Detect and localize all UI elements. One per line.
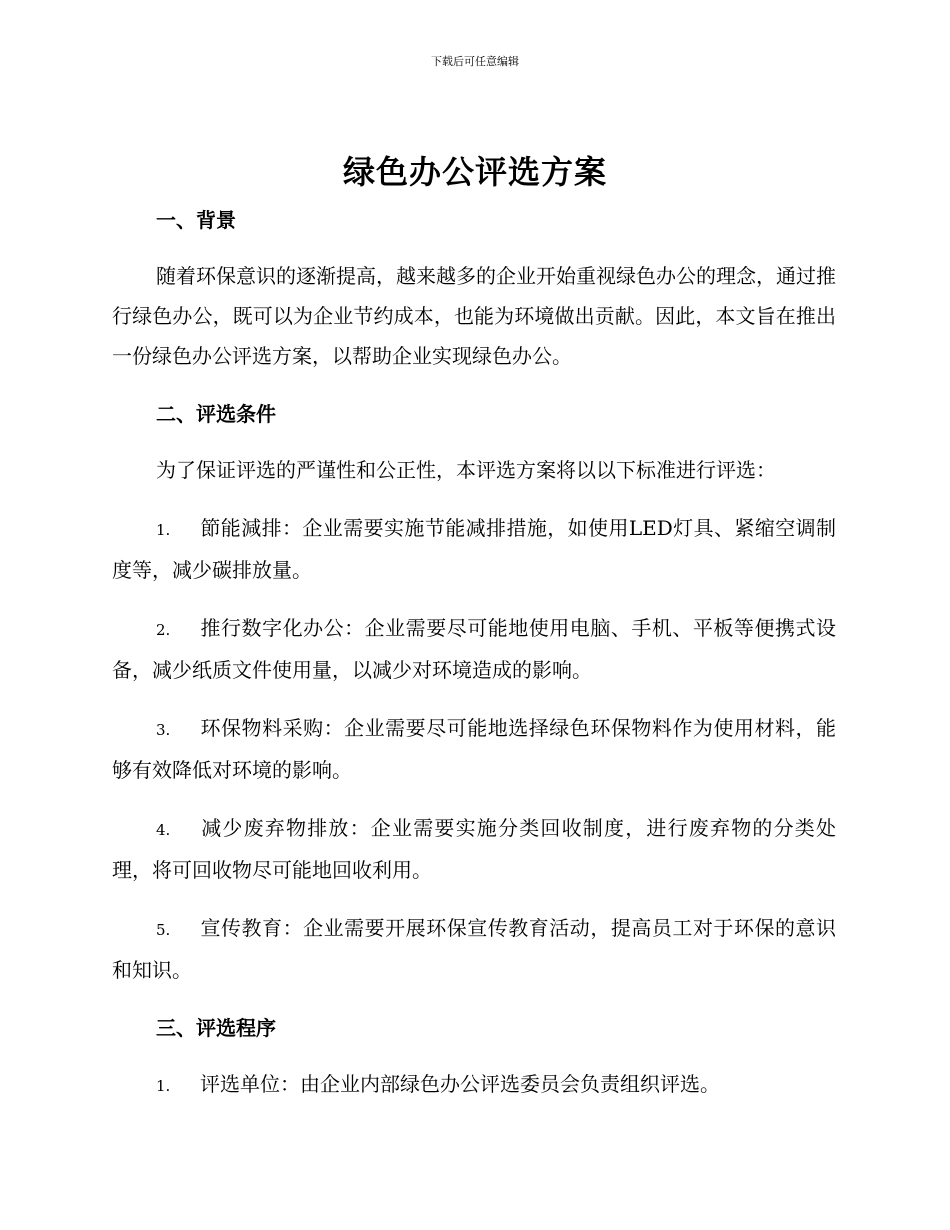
list-text: 环保物料采购：企业需要尽可能地选择绿色环保物料作为使用材料，能够有效降低对环境的影响。 (112, 716, 836, 782)
list-number: 3. (156, 721, 171, 739)
criteria-item-1 (112, 508, 836, 590)
section-heading-criteria: 二、评选条件 (156, 402, 276, 426)
list-number: 2. (156, 621, 171, 639)
criteria-intro: 为了保证评选的严谨性和公正性，本评选方案将以以下标准进行评选： (156, 458, 776, 482)
section-heading-background: 一、背景 (156, 208, 236, 232)
criteria-item-4 (112, 808, 836, 890)
criteria-item-3 (112, 708, 836, 790)
document-body (112, 200, 836, 1106)
list-number: 5. (156, 921, 171, 939)
background-paragraph: 随着环保意识的逐渐提高，越来越多的企业开始重视绿色办公的理念，通过推行绿色办公，既可以为企业节约成本，也能为环境做出贡献。因此，本文旨在推出一份绿色办公评选方案，以帮助企业实现绿色办公。 (112, 264, 836, 368)
list-number: 1. (156, 521, 171, 539)
criteria-item-5 (112, 908, 836, 990)
list-text: 减少废弃物排放：企业需要实施分类回收制度，进行废弃物的分类处理，将可回收物尽可能地回收利用。 (112, 816, 836, 882)
list-text: 评选单位：由企业内部绿色办公评选委员会负责组织评选。 (200, 1072, 720, 1096)
section-heading-procedure: 三、评选程序 (156, 1016, 276, 1040)
list-number: 4. (156, 821, 171, 839)
list-text: 推行数字化办公：企业需要尽可能地使用电脑、手机、平板等便携式设备，减少纸质文件使用量，以减少对环境造成的影响。 (112, 616, 836, 682)
procedure-item-1 (112, 1064, 836, 1106)
list-text: 節能減排：企业需要实施节能减排措施，如使用LED灯具、紧缩空调制度等，减少碳排放量。 (112, 516, 836, 582)
document-title: 绿色办公评选方案 (342, 153, 607, 191)
page-header-note: 下载后可任意编辑 (431, 55, 519, 68)
list-number: 1. (156, 1077, 171, 1095)
criteria-item-2 (112, 608, 836, 690)
list-text: 宣传教育：企业需要开展环保宣传教育活动，提高员工对于环保的意识和知识。 (112, 916, 836, 982)
